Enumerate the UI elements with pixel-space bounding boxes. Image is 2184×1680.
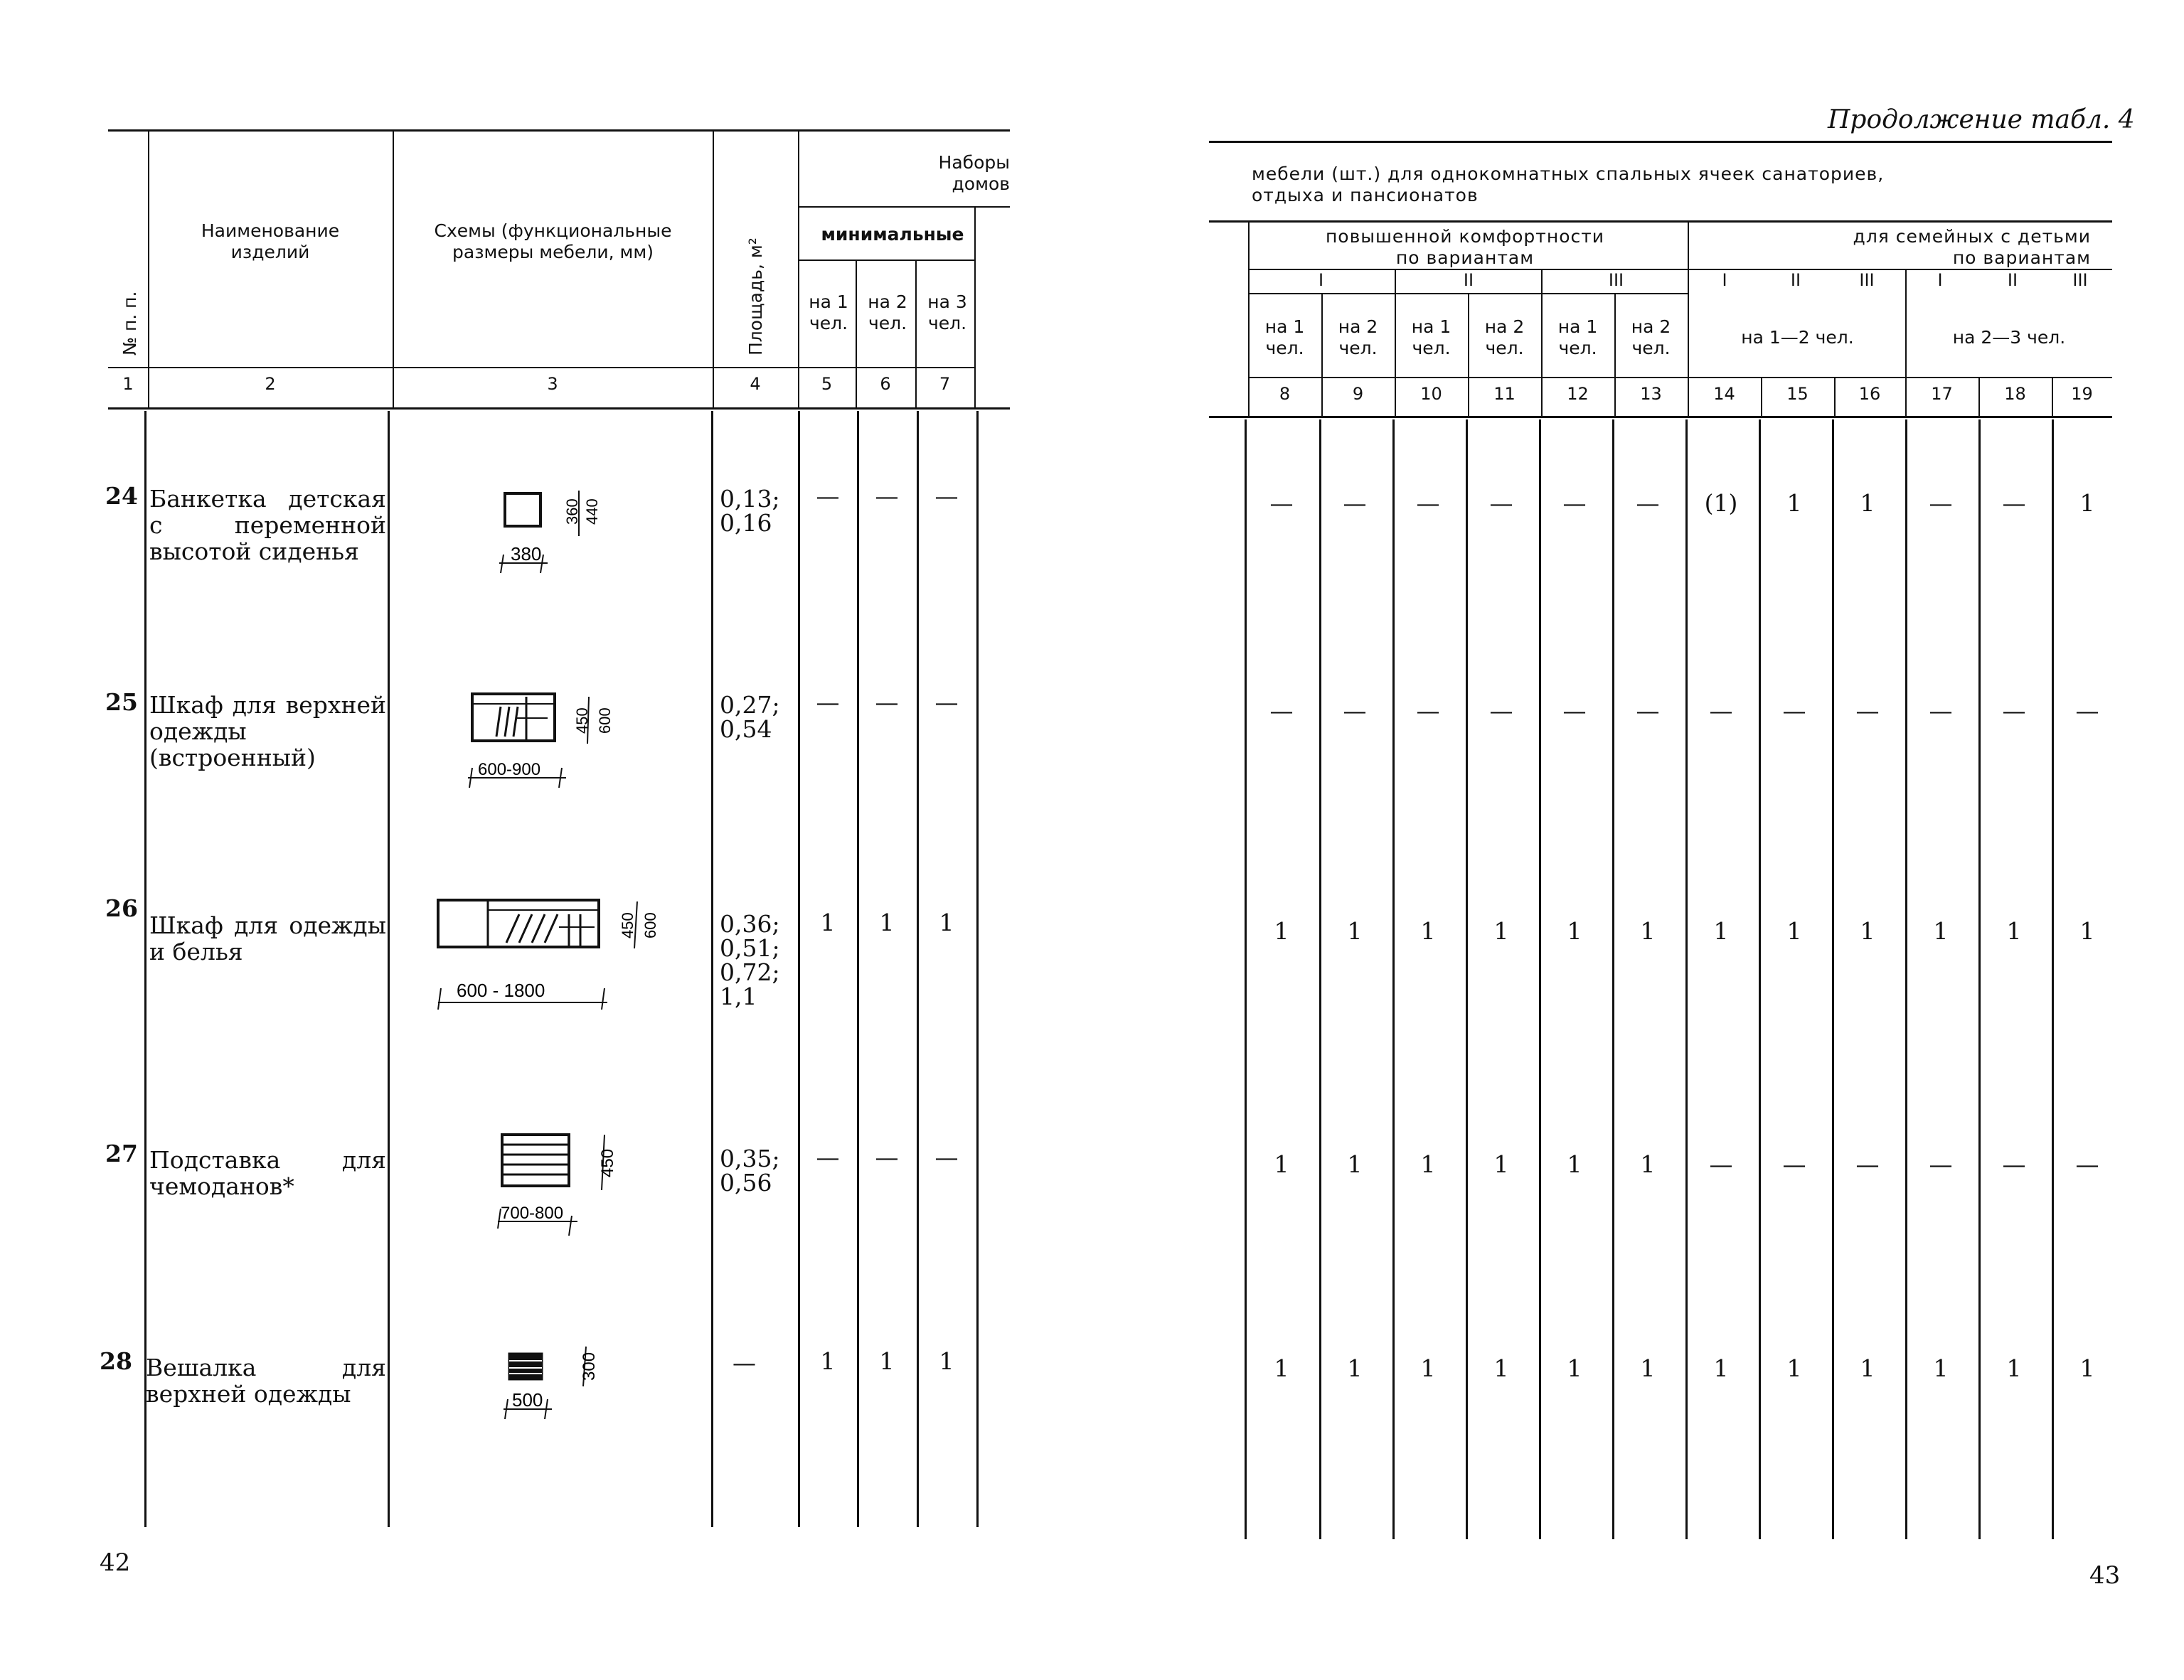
col-rule bbox=[1759, 419, 1761, 1539]
value-cell: 1 bbox=[879, 1347, 895, 1375]
col-rule bbox=[1321, 293, 1323, 416]
variant-label: I bbox=[1937, 270, 1943, 290]
value-cell: — bbox=[816, 482, 840, 510]
header-c6: на 2 чел. bbox=[868, 291, 907, 333]
col-number: 16 bbox=[1858, 384, 1881, 404]
value-cell: — bbox=[1343, 489, 1367, 517]
col-number: 15 bbox=[1786, 384, 1809, 404]
furniture-schema-luggage-stand bbox=[491, 1123, 647, 1244]
variant-label: II bbox=[1463, 270, 1474, 290]
value-cell: 1 bbox=[1860, 1354, 1875, 1382]
sub-header-family-1-2: на 1—2 чел. bbox=[1741, 327, 1854, 348]
header-name: Наименование изделий bbox=[201, 220, 340, 262]
value-cell: 1 bbox=[1274, 917, 1289, 945]
col-rule bbox=[1539, 419, 1541, 1539]
table-top-rule bbox=[1209, 141, 2112, 143]
value-cell: — bbox=[2002, 697, 2026, 724]
value-cell: 1 bbox=[820, 909, 836, 936]
header-schema: Схемы (функциональные размеры мебели, мм) bbox=[434, 220, 672, 262]
area-value: 0,36; 0,51; 0,72; 1,1 bbox=[720, 910, 780, 1010]
value-cell: — bbox=[2002, 489, 2026, 517]
col-number: 19 bbox=[2071, 384, 2093, 404]
dim-label: 500 bbox=[512, 1389, 543, 1411]
col-rule bbox=[1245, 419, 1247, 1539]
header-num: № п. п. bbox=[119, 291, 140, 355]
value-cell: — bbox=[1709, 1150, 1733, 1178]
value-cell: 1 bbox=[2079, 1354, 2095, 1382]
col-rule bbox=[1834, 377, 1836, 416]
value-cell: — bbox=[1636, 489, 1660, 517]
value-cell: — bbox=[816, 688, 840, 716]
value-cell: 1 bbox=[1420, 917, 1436, 945]
col-number: 17 bbox=[1931, 384, 1953, 404]
value-cell: — bbox=[816, 1143, 840, 1171]
value-cell: — bbox=[1782, 697, 1806, 724]
value-cell: — bbox=[1269, 697, 1294, 724]
col-rule bbox=[711, 411, 713, 1527]
value-cell: — bbox=[2075, 1150, 2099, 1178]
value-cell: 1 bbox=[1933, 917, 1949, 945]
variant-label: III bbox=[1608, 270, 1624, 290]
col-rule bbox=[1685, 419, 1688, 1539]
row-number: 24 bbox=[105, 482, 138, 510]
header-bottom-rule bbox=[1209, 416, 2112, 418]
col-rule bbox=[1614, 293, 1616, 416]
value-cell: 1 bbox=[1786, 1354, 1802, 1382]
value-cell: — bbox=[1562, 489, 1587, 517]
col-rule bbox=[1688, 222, 1689, 416]
dim-label: 600 bbox=[596, 707, 614, 734]
item-name: Шкаф для одежды и белья bbox=[149, 911, 386, 965]
value-cell: — bbox=[1416, 697, 1440, 724]
row-number: 26 bbox=[105, 894, 138, 922]
variant-label: I bbox=[1318, 270, 1324, 290]
sub-header: на 2 чел. bbox=[1338, 316, 1378, 358]
group-header-family: для семейных с детьми по вариантам bbox=[1853, 226, 2091, 268]
row-number: 25 bbox=[105, 688, 138, 716]
col-number: 11 bbox=[1493, 384, 1516, 404]
table-top-rule bbox=[108, 129, 1010, 132]
col-rule bbox=[393, 132, 394, 407]
value-cell: — bbox=[1929, 489, 1953, 517]
value-cell: (1) bbox=[1704, 489, 1738, 517]
value-cell: 1 bbox=[1933, 1354, 1949, 1382]
col-number: 5 bbox=[821, 374, 833, 394]
value-cell: — bbox=[1929, 1150, 1953, 1178]
value-cell: 1 bbox=[2006, 1354, 2022, 1382]
col-number: 8 bbox=[1279, 384, 1291, 404]
sub-header: на 1 чел. bbox=[1411, 316, 1451, 358]
value-cell: — bbox=[934, 688, 959, 716]
value-cell: — bbox=[1269, 489, 1294, 517]
value-cell: 1 bbox=[1567, 917, 1582, 945]
header-rule bbox=[1248, 377, 2112, 378]
variant-label: III bbox=[2072, 270, 2088, 290]
value-cell: 1 bbox=[2079, 917, 2095, 945]
col-rule bbox=[1466, 419, 1468, 1539]
col-number: 6 bbox=[880, 374, 891, 394]
col-rule bbox=[1319, 419, 1321, 1539]
value-cell: 1 bbox=[1347, 1150, 1363, 1178]
col-rule bbox=[388, 411, 390, 1527]
header-c5: на 1 чел. bbox=[809, 291, 848, 333]
dim-label: 360 bbox=[563, 498, 581, 525]
item-name: Подставка для чемоданов* bbox=[149, 1146, 386, 1200]
value-cell: 1 bbox=[939, 1347, 954, 1375]
variant-label: I bbox=[1722, 270, 1727, 290]
area-value: 0,13; 0,16 bbox=[720, 485, 780, 537]
value-cell: 1 bbox=[1786, 489, 1802, 517]
sub-header: на 2 чел. bbox=[1631, 316, 1671, 358]
value-cell: 1 bbox=[1274, 1354, 1289, 1382]
value-cell: 1 bbox=[1640, 1354, 1656, 1382]
col-number: 18 bbox=[2004, 384, 2026, 404]
value-cell: — bbox=[1929, 697, 1953, 724]
dim-label: 450 bbox=[573, 707, 591, 734]
row-number: 27 bbox=[105, 1140, 138, 1167]
furniture-schema-stool bbox=[491, 483, 633, 590]
value-cell: — bbox=[2002, 1150, 2026, 1178]
value-cell: 1 bbox=[1493, 1354, 1509, 1382]
col-rule bbox=[1978, 377, 1980, 416]
value-cell: 1 bbox=[1860, 917, 1875, 945]
col-number: 12 bbox=[1567, 384, 1589, 404]
value-cell: 1 bbox=[939, 909, 954, 936]
value-cell: — bbox=[1636, 697, 1660, 724]
value-cell: 1 bbox=[1713, 917, 1729, 945]
row-number: 28 bbox=[100, 1347, 132, 1375]
value-cell: 1 bbox=[1567, 1354, 1582, 1382]
header-area: Площадь, м² bbox=[745, 237, 766, 355]
sub-header: на 1 чел. bbox=[1264, 316, 1305, 358]
value-cell: 1 bbox=[1347, 1354, 1363, 1382]
value-cell: 1 bbox=[879, 909, 895, 936]
col-rule bbox=[1248, 222, 1250, 416]
col-rule bbox=[1541, 270, 1543, 416]
dim-label: 600 - 1800 bbox=[457, 980, 545, 1001]
col-rule bbox=[1468, 293, 1469, 416]
col-rule bbox=[1761, 377, 1762, 416]
value-cell: 1 bbox=[1420, 1150, 1436, 1178]
value-cell: — bbox=[1782, 1150, 1806, 1178]
value-cell: — bbox=[2075, 697, 2099, 724]
col-number: 10 bbox=[1420, 384, 1442, 404]
area-value: 0,35; 0,56 bbox=[720, 1145, 780, 1197]
variant-label: II bbox=[2007, 270, 2018, 290]
value-cell: — bbox=[1416, 489, 1440, 517]
caption-rule bbox=[1209, 220, 2112, 223]
item-name: Вешалка для верхней одежды bbox=[146, 1354, 386, 1408]
group-header-comfort: повышенной комфортности по вариантам bbox=[1325, 226, 1605, 268]
value-cell: — bbox=[1855, 1150, 1880, 1178]
variant-label: III bbox=[1859, 270, 1875, 290]
page-number: 43 bbox=[2089, 1561, 2121, 1590]
dim-label: 300 bbox=[580, 1352, 599, 1381]
col-rule bbox=[2052, 377, 2053, 416]
value-cell: 1 bbox=[1493, 917, 1509, 945]
dim-label: 380 bbox=[511, 543, 542, 565]
col-rule bbox=[798, 132, 799, 407]
sub-header-family-2-3: на 2—3 чел. bbox=[1952, 327, 2066, 348]
col-number: 3 bbox=[547, 374, 558, 394]
col-rule bbox=[1392, 419, 1395, 1539]
col-rule bbox=[1832, 419, 1834, 1539]
value-cell: — bbox=[934, 1143, 959, 1171]
sub-header: на 1 чел. bbox=[1557, 316, 1598, 358]
col-number: 1 bbox=[122, 374, 134, 394]
sub-header: на 2 чел. bbox=[1484, 316, 1525, 358]
value-cell: 1 bbox=[1274, 1150, 1289, 1178]
header-rule bbox=[108, 367, 976, 368]
value-cell: 1 bbox=[1860, 489, 1875, 517]
furniture-schema-wardrobe bbox=[455, 683, 640, 796]
value-cell: 1 bbox=[1347, 917, 1363, 945]
header-minimal: минимальные bbox=[821, 224, 964, 245]
value-cell: — bbox=[875, 482, 899, 510]
value-cell: 1 bbox=[1786, 917, 1802, 945]
col-number: 2 bbox=[265, 374, 276, 394]
furniture-schema-coat-rack bbox=[498, 1337, 640, 1443]
value-cell: — bbox=[1855, 697, 1880, 724]
value-cell: 1 bbox=[1640, 917, 1656, 945]
dim-label: 450 bbox=[598, 1148, 617, 1177]
col-rule bbox=[1978, 419, 1981, 1539]
value-cell: — bbox=[934, 482, 959, 510]
continuation-label: Продолжение табл. 4 bbox=[1828, 105, 2135, 134]
col-rule bbox=[1905, 270, 1907, 416]
item-name: Шкаф для верхней одежды (встроенный) bbox=[149, 691, 386, 771]
page-number: 42 bbox=[100, 1548, 131, 1577]
value-cell: 1 bbox=[1567, 1150, 1582, 1178]
variant-label: II bbox=[1790, 270, 1801, 290]
value-cell: — bbox=[1709, 697, 1733, 724]
value-cell: 1 bbox=[1493, 1150, 1509, 1178]
col-rule bbox=[976, 411, 979, 1527]
value-cell: — bbox=[1562, 697, 1587, 724]
col-rule bbox=[713, 132, 714, 407]
item-name: Банкетка детская с переменной высотой сиденья bbox=[149, 485, 386, 565]
value-cell: 1 bbox=[820, 1347, 836, 1375]
header-c7: на 3 чел. bbox=[927, 291, 967, 333]
area-value: 0,27; 0,54 bbox=[720, 691, 780, 743]
col-number: 9 bbox=[1352, 384, 1364, 404]
col-rule bbox=[148, 132, 149, 407]
table-caption: мебели (шт.) для однокомнатных спальных ячеек санаториев, отдыха и пансионатов bbox=[1252, 164, 1885, 205]
col-rule bbox=[1395, 270, 1396, 416]
value-cell: — bbox=[875, 1143, 899, 1171]
col-rule bbox=[1612, 419, 1614, 1539]
value-cell: 1 bbox=[1640, 1150, 1656, 1178]
sets-rule bbox=[798, 206, 1010, 208]
minimal-rule bbox=[798, 260, 974, 261]
col-number: 13 bbox=[1640, 384, 1662, 404]
value-cell: — bbox=[1489, 489, 1513, 517]
col-number: 7 bbox=[939, 374, 951, 394]
area-value: — bbox=[733, 1349, 756, 1376]
header-sets: Наборы домов bbox=[938, 152, 1010, 194]
col-number: 14 bbox=[1713, 384, 1735, 404]
value-cell: 1 bbox=[1713, 1354, 1729, 1382]
col-rule bbox=[2052, 419, 2054, 1539]
header-bottom-rule bbox=[108, 407, 1010, 410]
dim-label: 600-900 bbox=[478, 760, 541, 779]
dim-label: 700-800 bbox=[501, 1204, 564, 1223]
value-cell: — bbox=[1343, 697, 1367, 724]
col-number: 4 bbox=[750, 374, 761, 394]
value-cell: 1 bbox=[2006, 917, 2022, 945]
dim-label: 600 bbox=[641, 912, 659, 938]
dim-label: 450 bbox=[619, 912, 636, 938]
furniture-schema-closet bbox=[427, 889, 683, 1017]
value-cell: — bbox=[1489, 697, 1513, 724]
value-cell: 1 bbox=[2079, 489, 2095, 517]
value-cell: — bbox=[875, 688, 899, 716]
dim-label: 440 bbox=[583, 498, 601, 525]
value-cell: 1 bbox=[1420, 1354, 1436, 1382]
col-rule bbox=[1905, 419, 1907, 1539]
